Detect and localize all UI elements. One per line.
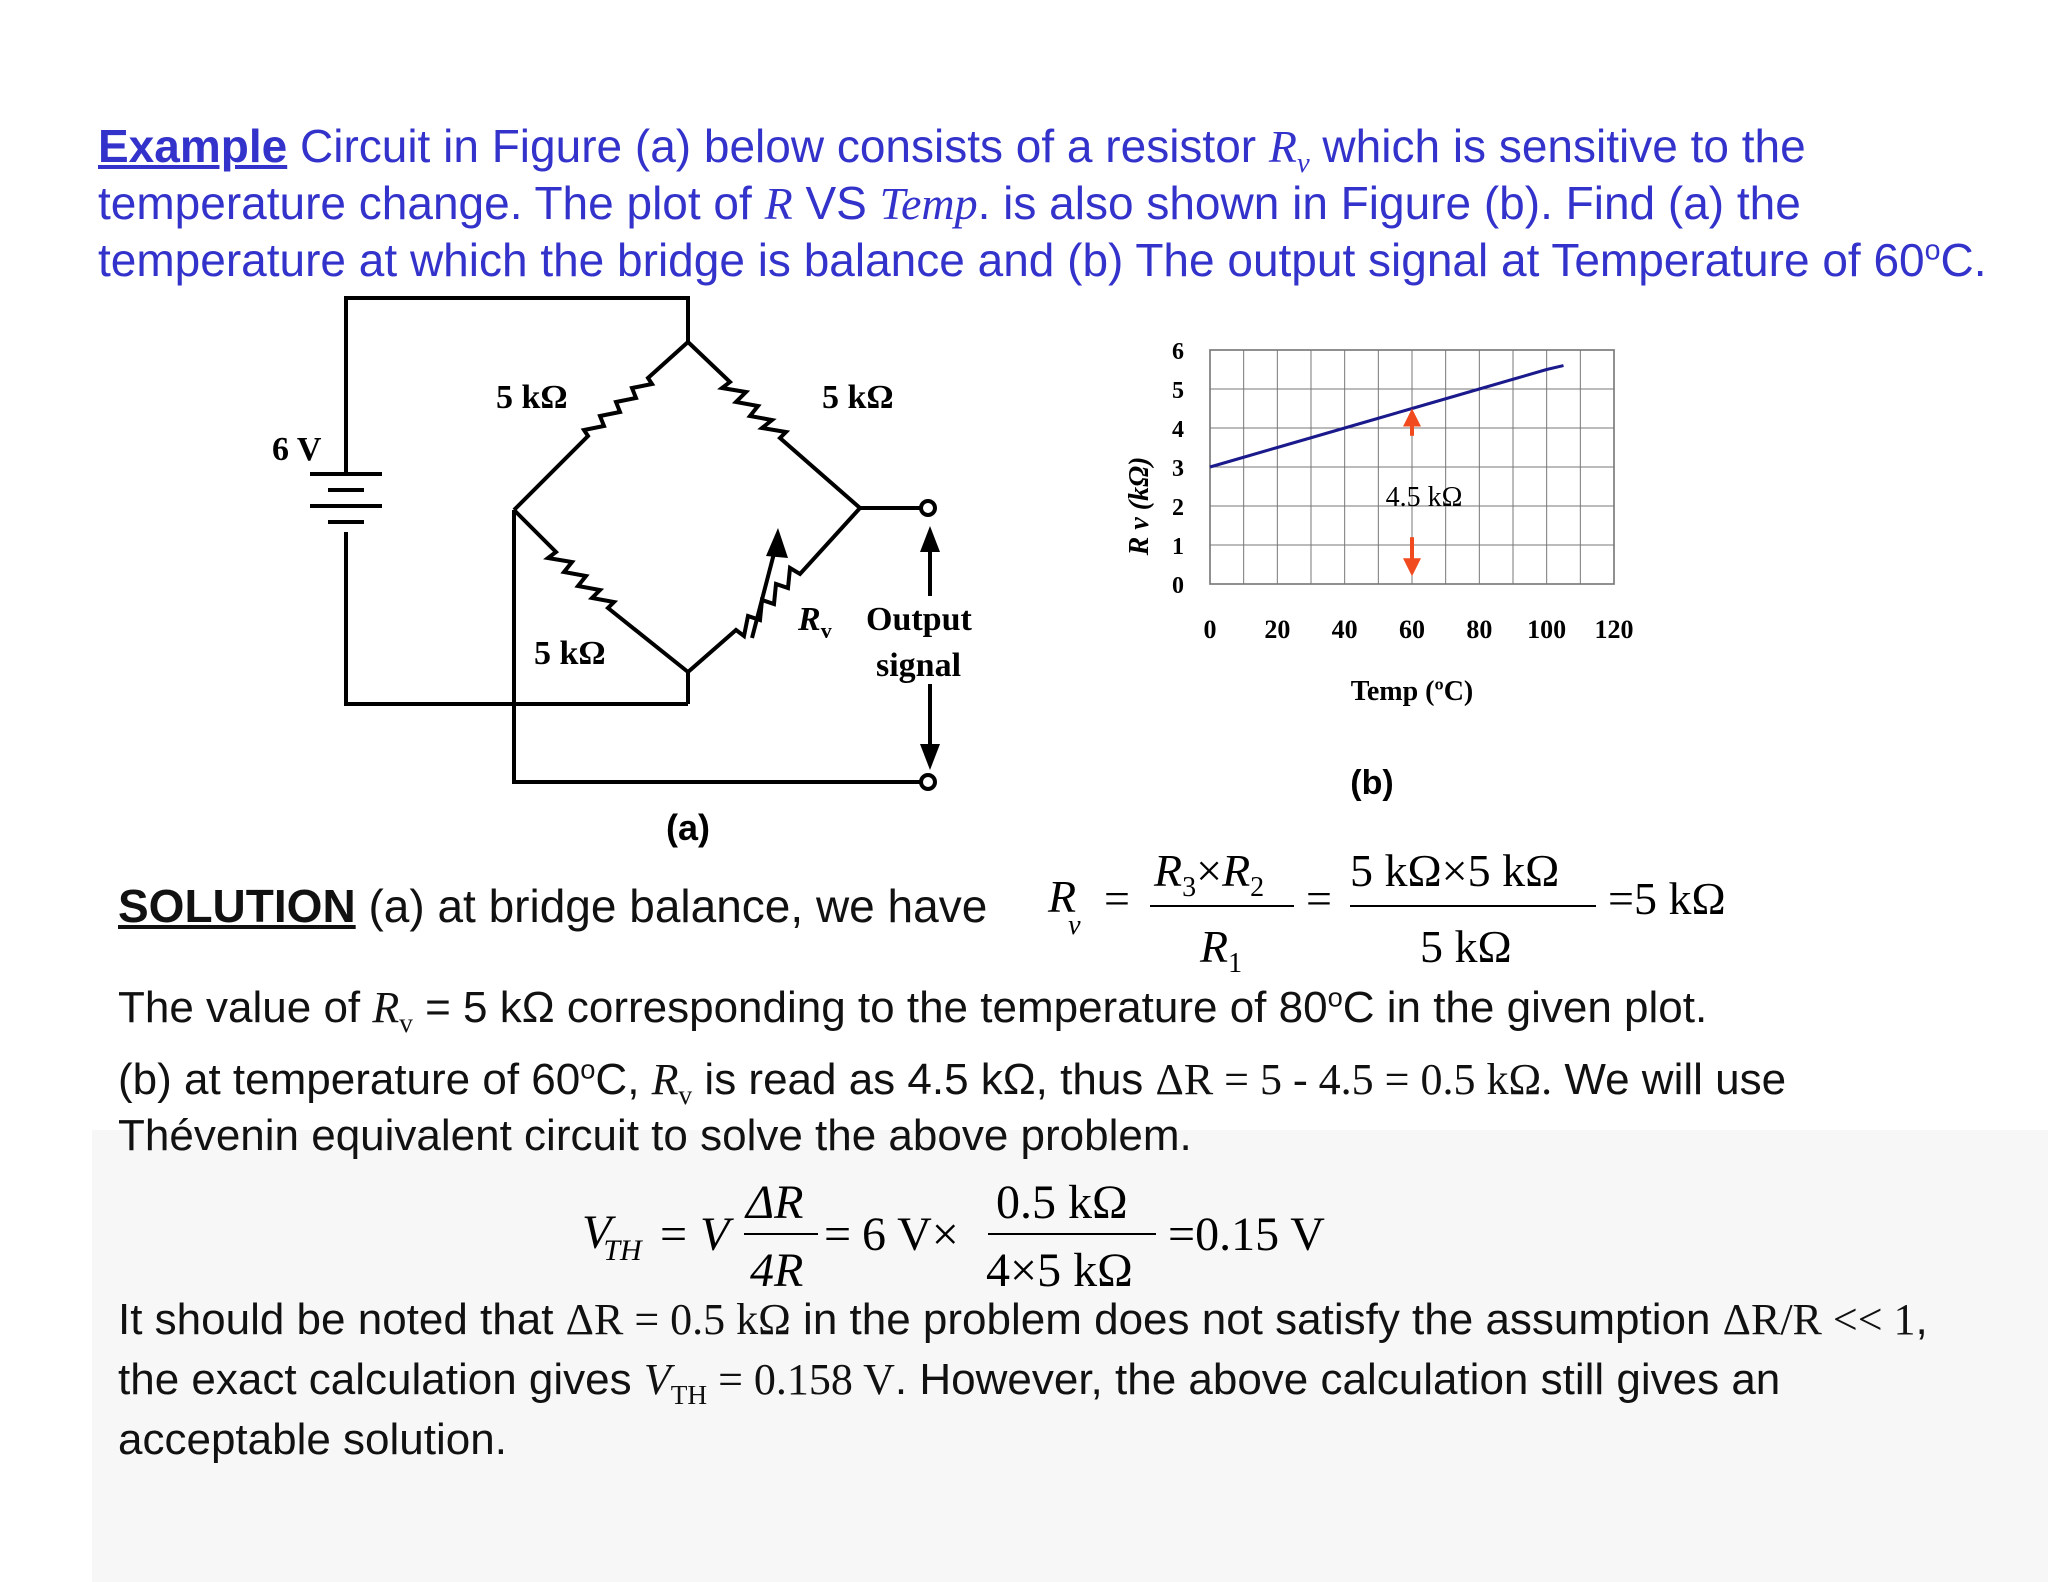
rv-symbol: R	[1268, 121, 1297, 172]
eq1-numerator: $R_3\times R_2$	[1154, 845, 1265, 903]
note-subscript: TH	[670, 1379, 708, 1410]
part-b-text-3: is read as 4.5 kΩ, thus	[692, 1055, 1156, 1104]
chart-y-tick-label: 3	[1172, 456, 1184, 482]
part-b-degree: o	[580, 1053, 596, 1085]
output-label-line-1: Output	[866, 601, 972, 638]
chart-y-tick-label: 4	[1172, 417, 1184, 443]
chart-y-tick-label: 5	[1172, 378, 1184, 404]
rv-line-degree: o	[1327, 981, 1343, 1013]
part-b-text-2: C,	[595, 1055, 652, 1104]
eq2-numerator-2: 0.5 kΩ	[996, 1176, 1128, 1229]
eq2-v: V	[700, 1208, 730, 1261]
chart-y-axis-label: R v (kΩ)	[1124, 456, 1155, 556]
eq1-equals-1: =	[1104, 873, 1130, 924]
figure-a-caption: (a)	[666, 807, 710, 848]
part-b-symbol: R	[651, 1055, 679, 1104]
rv-line-text-1: The value of	[118, 983, 373, 1032]
eq1-result: =5 kΩ	[1608, 873, 1726, 924]
chart-y-tick-label: 1	[1172, 534, 1184, 560]
problem-text-4: . is also shown in Figure (b). Find (a) the temperature at which the bridge is balance and (b) The output signal at Temperature of 60	[98, 177, 1925, 286]
problem-text-5: C.	[1940, 234, 1987, 286]
problem-text-3: VS	[792, 177, 880, 229]
chart-x-tick-label: 120	[1594, 615, 1634, 644]
chart-x-tick-label: 60	[1399, 615, 1425, 644]
note-v-symbol: V	[643, 1355, 671, 1404]
problem-text-1: Circuit in Figure (a) below consists of a resistor	[287, 120, 1269, 172]
rv-subscript: v	[1296, 148, 1310, 180]
chart-x-tick-label: 40	[1331, 615, 1358, 644]
chart-x-tick-label: 20	[1264, 615, 1291, 644]
rv-line-subscript: v	[399, 1007, 413, 1038]
eq2-denominator-2: 4×5 kΩ	[986, 1244, 1133, 1297]
rv-line-text-3: C in the given plot.	[1342, 983, 1708, 1032]
rv-line-symbol: R	[372, 983, 400, 1032]
note-text-4: . However, the above calculation still gives an acceptable solution.	[118, 1355, 1781, 1464]
problem-text-2: which is sensitive to the temperature change. The plot of	[98, 120, 1806, 229]
resistor-top-left-label: 5 kΩ	[496, 379, 568, 416]
note-ratio: ΔR/R << 1	[1722, 1295, 1916, 1344]
eq2-equals-1: =	[660, 1208, 688, 1261]
note-delta: ΔR = 0.5 kΩ	[565, 1295, 791, 1344]
eq1-equals-2: =	[1306, 873, 1332, 924]
part-b-subscript: v	[678, 1079, 693, 1110]
chart-y-tick-label: 2	[1172, 495, 1184, 521]
part-b-text-1: (b) at temperature of 60	[118, 1055, 581, 1104]
note-text-2: in the problem does not satisfy the assumption	[790, 1295, 1723, 1344]
eq1-numerator-2: 5 kΩ×5 kΩ	[1350, 845, 1560, 896]
eq2-numerator-1: ΔR	[746, 1176, 804, 1229]
eq2-lhs: VTH	[582, 1206, 642, 1267]
chart-y-tick-label: 6	[1172, 339, 1184, 365]
resistor-bottom-left-label: 5 kΩ	[534, 635, 606, 672]
chart-x-tick-label: 80	[1466, 615, 1493, 644]
temp-symbol: Temp	[879, 178, 978, 229]
solution-label: SOLUTION	[118, 880, 356, 932]
source-label: 6 V	[272, 431, 322, 468]
note-text-3: , the exact calculation gives	[118, 1295, 1928, 1404]
part-b-delta: ΔR = 5 - 4.5 = 0.5 kΩ.	[1155, 1055, 1553, 1104]
example-label: Example	[98, 120, 288, 172]
note-value: = 0.158 V	[707, 1355, 895, 1404]
eq2-equals-2: =	[824, 1208, 852, 1261]
resistor-top-right-label: 5 kΩ	[822, 379, 894, 416]
eq1-denominator-2: 5 kΩ	[1420, 921, 1512, 972]
part-b-text-4: We will use Thévenin equivalent circuit to solve the above problem.	[118, 1055, 1787, 1160]
note-paragraph	[118, 1290, 1988, 1470]
eq2-denominator-1: 4R	[750, 1244, 804, 1297]
rv-label: $R_v$	[798, 601, 832, 643]
note-text-1: It should be noted that	[118, 1295, 566, 1344]
degree-mark: o	[1924, 234, 1941, 267]
chart-x-axis-label: Temp (ºC)	[1350, 676, 1474, 707]
eq1-lhs: R v	[1048, 871, 1081, 941]
eq2-multiplier: 6 V×	[862, 1208, 959, 1261]
chart-x-tick-label: 100	[1527, 615, 1567, 644]
figure-b-caption: (b)	[1350, 764, 1394, 802]
rv-line-text-2: = 5 kΩ corresponding to the temperature of 80	[412, 983, 1328, 1032]
solution-intro: (a) at bridge balance, we have	[355, 880, 988, 932]
eq2-result: =0.15 V	[1168, 1208, 1325, 1261]
r-symbol: R	[764, 178, 793, 229]
chart-x-tick-label: 0	[1203, 615, 1217, 644]
output-label-line-2: signal	[876, 647, 962, 684]
chart-annotation-label: 4.5 kΩ	[1385, 482, 1463, 513]
chart-y-tick-label: 0	[1172, 573, 1184, 599]
eq1-denominator: $R_1$	[1200, 921, 1243, 979]
